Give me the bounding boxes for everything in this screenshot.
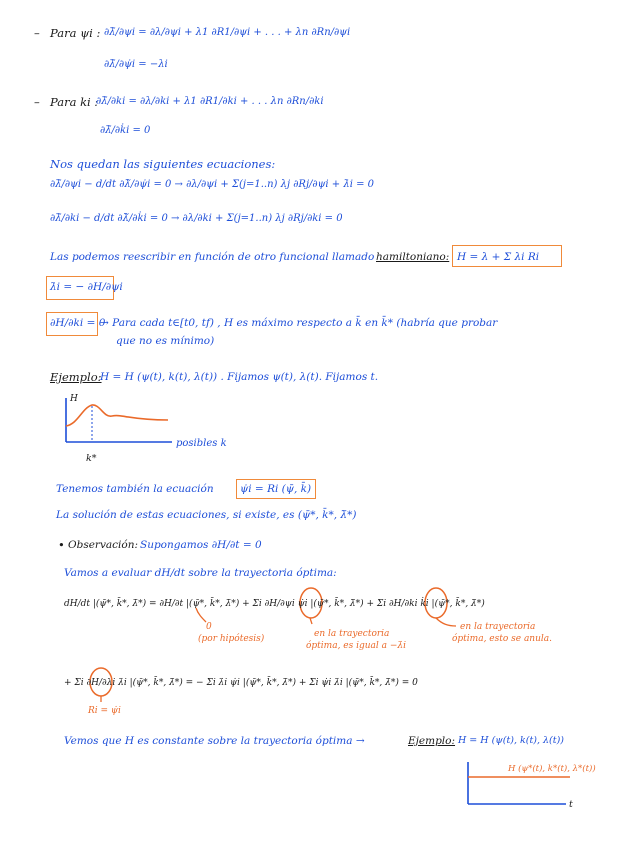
vamos-text: Vamos a evaluar dH/dt sobre la trayectoria óptima: [64, 567, 337, 579]
chart1-marker-label: k* [86, 453, 97, 464]
para-cada-text: → Para cada t∈[t0, tf) , H es máximo respecto a k̄ en k̄* (habría que probar [100, 317, 498, 329]
note-tray-1: en la trayectoria [314, 629, 390, 639]
eq-k-2: ∂λ̃/∂k̇i = 0 [100, 125, 151, 136]
chart1-x-label: posibles k [176, 438, 227, 449]
chart1-curve [66, 405, 168, 426]
ejemplo-text: H = H (ψ(t), k(t), λ(t)) . Fijamos ψ(t), λ(t). Fijamos t. [100, 371, 379, 383]
para-psi-label: Para ψi : [50, 26, 101, 40]
ejemplo2-text: H = H (ψ(t), k(t), λ(t)) [458, 735, 564, 746]
note-zero: 0 [206, 622, 212, 632]
ejemplo-label: Ejemplo: [50, 370, 102, 384]
tenemos-text: Tenemos también la ecuación [56, 483, 214, 495]
observacion-label: Observación: [68, 539, 139, 551]
nos-quedan-text: Nos quedan las siguientes ecuaciones: [50, 157, 276, 171]
chart2-line-label: H (ψ*(t), k*(t), λ*(t)) [508, 764, 596, 774]
euler-eq-psi: ∂λ̃/∂ψi − d/dt ∂λ̃/∂ψ̇i = 0 → ∂λ/∂ψi + Σ(j=1..n) λj ∂Rj/∂ψi + λ̇i = 0 [50, 179, 375, 190]
derivation-line-1: dH/dt |(ψ̄*, k̄*, λ̄*) = ∂H/∂t |(ψ̄*, k̄*, λ̄*) + Σi ∂H/∂ψi ψ̇i |(ψ̄*, k̄*, λ̄*) + Σi ∂H/∂ki k̇i |(ψ̄*, k̄*, λ̄*) [64, 599, 485, 609]
para-cada-text-2: que no es mínimo) [116, 335, 215, 347]
vemos-text: Vemos que H es constante sobre la trayectoria óptima → [64, 735, 365, 747]
note-anula-2: óptima, esto se anula. [452, 634, 553, 644]
note-ri: Ri = ψ̇i [88, 706, 121, 716]
note-tray-2: óptima, es igual a −λ̇i [306, 641, 406, 651]
para-k-label: Para ki : [50, 95, 99, 109]
solucion-text: La solución de estas ecuaciones, si existe, es (ψ̄*, k̄*, λ̄*) [56, 509, 357, 521]
psi-dot-eq: ψ̇i = Ri (ψ̄, k̄) [240, 483, 312, 495]
hamiltoniano-word: hamiltoniano: [376, 251, 450, 263]
ejemplo2-label: Ejemplo: [408, 735, 456, 747]
observacion-text: Supongamos ∂H/∂t = 0 [140, 539, 262, 551]
bullet-psi: – [34, 26, 40, 40]
note-hipotesis: (por hipótesis) [198, 634, 265, 644]
eq-psi-1: ∂λ̃/∂ψi = ∂λ/∂ψi + λ1 ∂R1/∂ψi + . . . + λn ∂Rn/∂ψi [104, 27, 351, 38]
reescribir-text: Las podemos reescribir en función de otro funcional llamado [50, 251, 375, 263]
note-anula-1: en la trayectoria [460, 622, 536, 632]
h-definition: H = λ + Σ λi Ri [457, 251, 540, 263]
chart1-y-label: H [70, 394, 78, 404]
bullet-k: – [34, 95, 40, 109]
chart2-x-label: t [569, 799, 573, 810]
arrow-to-anula [436, 618, 456, 626]
lambda-dot-eq: λ̇i = − ∂H/∂ψi [50, 281, 123, 293]
dhdk-eq: ∂H/∂ki = 0 [50, 317, 106, 329]
eq-psi-2: ∂λ̃/∂ψ̇i = −λi [104, 59, 168, 70]
eq-k-1: ∂λ̃/∂ki = ∂λ/∂ki + λ1 ∂R1/∂ki + . . . λn ∂Rn/∂ki [96, 96, 324, 107]
obs-bullet: • [58, 538, 65, 552]
arrow-to-tray [310, 618, 312, 624]
derivation-line-2: + Σi ∂H/∂λi λ̇i |(ψ̄*, k̄*, λ̄*) = − Σi λ̇i ψ̇i |(ψ̄*, k̄*, λ̄*) + Σi ψ̇i λ̇i |(ψ̄*, k̄*, λ̄*) = 0 [64, 678, 418, 688]
euler-eq-k: ∂λ̃/∂ki − d/dt ∂λ̃/∂k̇i = 0 → ∂λ/∂ki + Σ(j=1..n) λj ∂Rj/∂ki = 0 [50, 213, 343, 224]
